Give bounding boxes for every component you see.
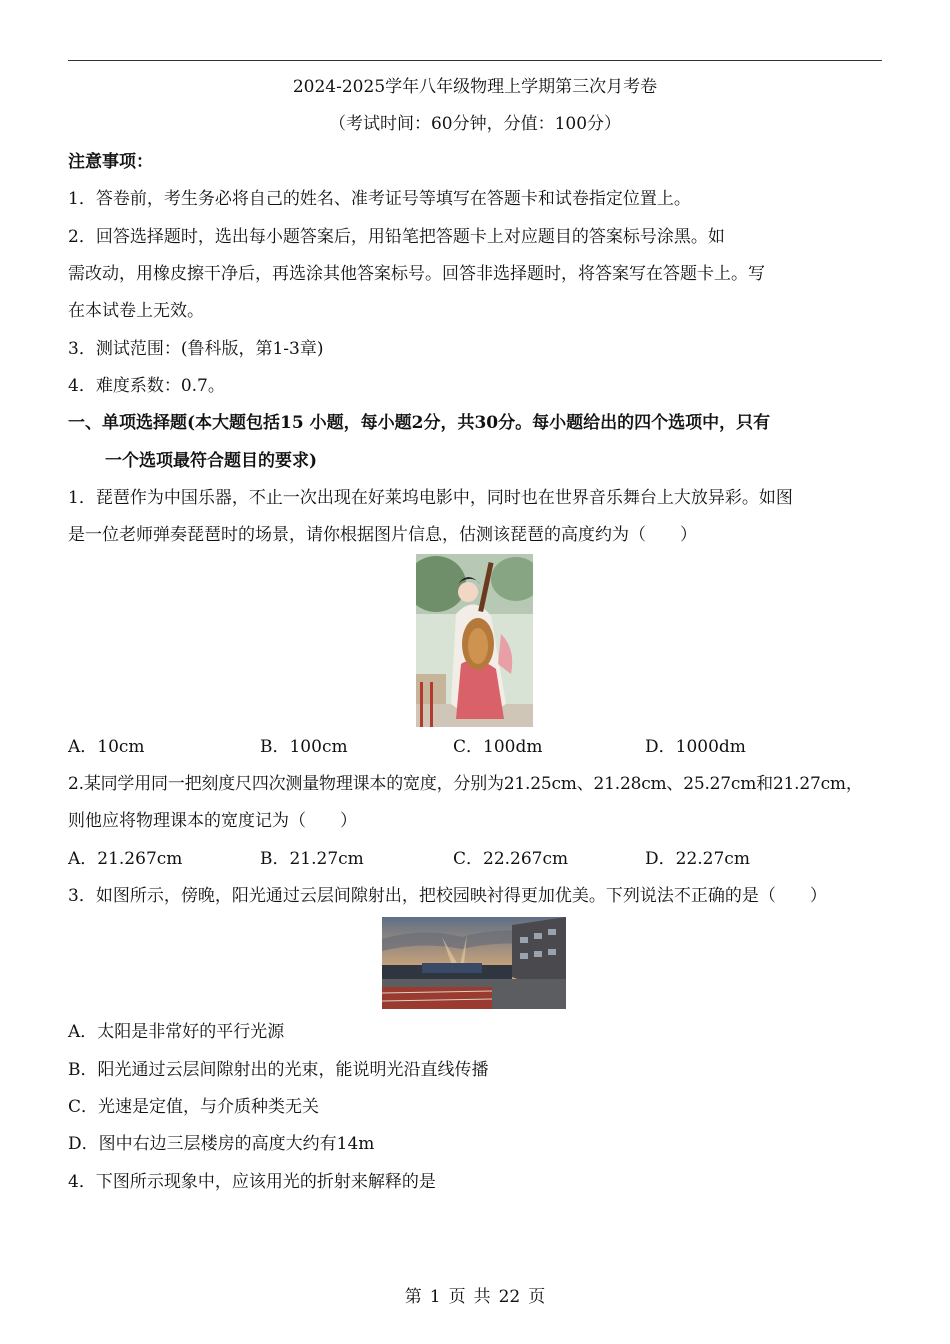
section-1-heading: 一、单项选择题(本大题包括15 小题，每小题2分，共30分。每小题给出的四个选项中，只有	[68, 413, 771, 433]
notice-heading: 注意事项：	[68, 152, 153, 172]
exam-title: 2024-2025学年八年级物理上学期第三次月考卷	[292, 77, 658, 97]
q1-stem-line-1: 1．琵琶作为中国乐器，不止一次出现在好莱坞电影中，同时也在世界音乐舞台上大放异彩。如图	[68, 488, 793, 508]
q3-stem-line-1: 3．如图所示，傍晚，阳光通过云层间隙射出，把校园映衬得更加优美。下列说法不正确的是（ ）	[68, 886, 827, 906]
q1-stem-line-2: 是一位老师弹奏琵琶时的场景，请你根据图片信息，估测该琵琶的高度约为（ ）	[68, 525, 697, 545]
notice-item-4: 4．难度系数：0.7。	[68, 376, 225, 396]
q1-option-d: D．1000dm	[645, 737, 746, 757]
section-1-heading-cont: 一个选项最符合题目的要求)	[105, 451, 318, 471]
q3-option-b: B．阳光通过云层间隙射出的光束，能说明光沿直线传播	[68, 1060, 489, 1080]
q2-stem-line-1: 2.某同学用同一把刻度尺四次测量物理课本的宽度，分别为21.25cm、21.28cm、25.27cm和21.27cm，	[68, 774, 863, 794]
footer-label-ye-2: 页	[528, 1287, 546, 1307]
notice-item-2-line-2: 需改动，用橡皮擦干净后，再选涂其他答案标号。回答非选择题时，将答案写在答题卡上。写	[68, 264, 765, 284]
q4-stem-line-1: 4．下图所示现象中，应该用光的折射来解释的是	[68, 1172, 436, 1192]
footer-page-total: 22	[498, 1287, 521, 1307]
q1-option-a: A．10cm	[68, 737, 145, 757]
q2-stem-line-2: 则他应将物理课本的宽度记为（ ）	[68, 811, 357, 831]
notice-item-2-line-3: 在本试卷上无效。	[68, 301, 204, 321]
footer-label-ye: 页	[448, 1287, 466, 1307]
q2-option-a: A．21.267cm	[68, 849, 183, 869]
q1-option-c: C．100dm	[453, 737, 543, 757]
pipa-illustration	[416, 554, 533, 727]
q2-option-c: C．22.267cm	[453, 849, 569, 869]
footer-label-gong: 共	[473, 1287, 491, 1307]
page-footer	[0, 1285, 950, 1309]
exam-subtitle: （考试时间：60分钟，分值：100分）	[328, 114, 622, 134]
notice-item-3: 3．测试范围：(鲁科版，第1-3章)	[68, 339, 324, 359]
footer-label-di: 第	[404, 1287, 422, 1307]
q3-option-d: D．图中右边三层楼房的高度大约有14m	[68, 1134, 375, 1154]
q1-option-b: B．100cm	[260, 737, 348, 757]
q2-option-d: D．22.27cm	[645, 849, 750, 869]
top-divider	[68, 60, 882, 61]
campus-illustration	[382, 917, 566, 1009]
q2-option-b: B．21.27cm	[260, 849, 364, 869]
pipa-player-photo	[416, 554, 533, 727]
campus-sunset-photo	[382, 917, 566, 1009]
q3-option-c: C．光速是定值，与介质种类无关	[68, 1097, 320, 1117]
q3-option-a: A．太阳是非常好的平行光源	[68, 1022, 285, 1042]
notice-item-2-line-1: 2．回答选择题时，选出每小题答案后，用铅笔把答题卡上对应题目的答案标号涂黑。如	[68, 227, 725, 247]
notice-item-1: 1．答卷前，考生务必将自己的姓名、准考证号等填写在答题卡和试卷指定位置上。	[68, 189, 691, 209]
footer-page-current: 1	[429, 1287, 441, 1307]
